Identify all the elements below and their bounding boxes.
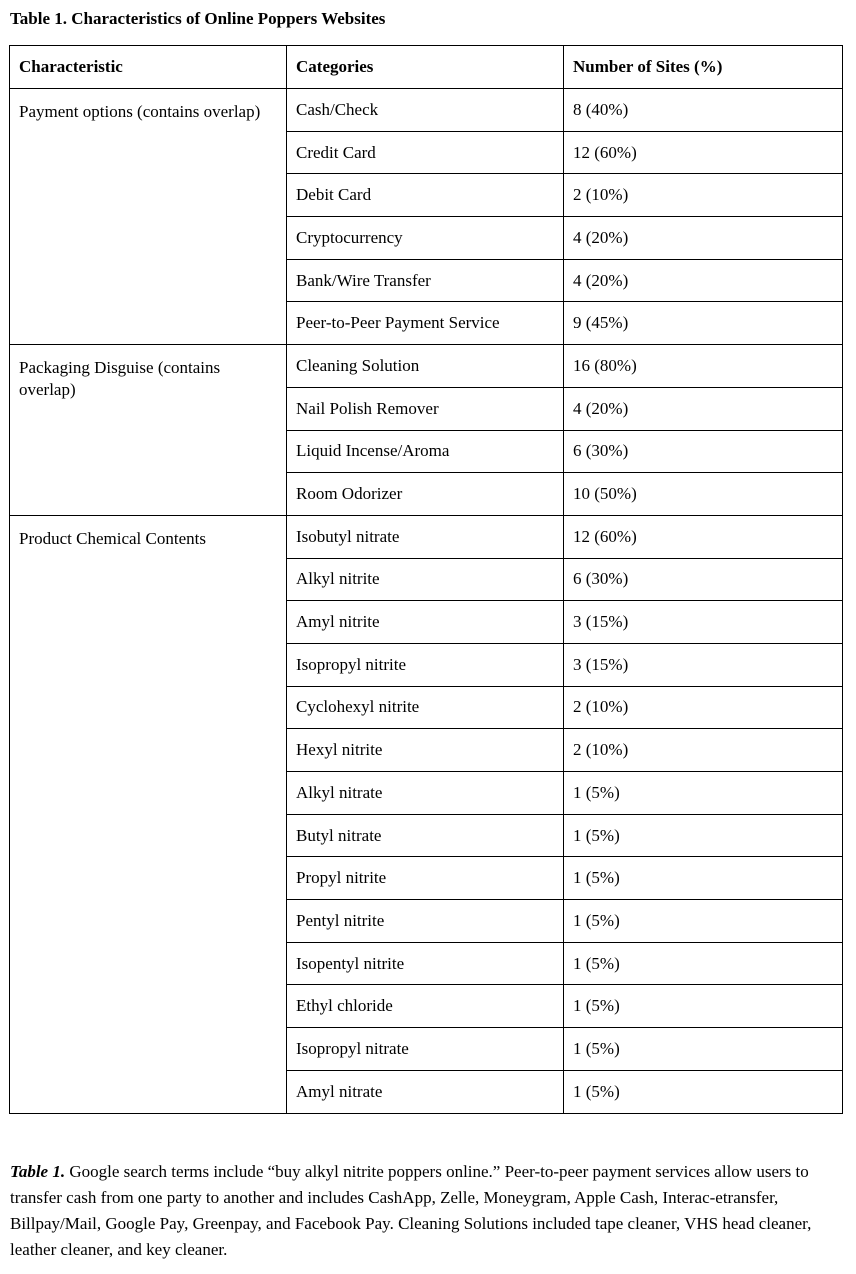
category-cell: Cleaning Solution	[287, 345, 564, 388]
sites-count-cell: 4 (20%)	[564, 387, 843, 430]
characteristic-cell: Packaging Disguise (contains overlap)	[10, 345, 287, 516]
sites-count-cell: 12 (60%)	[564, 131, 843, 174]
category-cell: Nail Polish Remover	[287, 387, 564, 430]
sites-count-cell: 9 (45%)	[564, 302, 843, 345]
sites-count-cell: 3 (15%)	[564, 643, 843, 686]
sites-count-cell: 2 (10%)	[564, 686, 843, 729]
header-characteristic: Characteristic	[10, 46, 287, 89]
header-number-of-sites: Number of Sites (%)	[564, 46, 843, 89]
category-cell: Isopropyl nitrite	[287, 643, 564, 686]
table-caption	[10, 1159, 846, 1263]
sites-count-cell: 16 (80%)	[564, 345, 843, 388]
category-cell: Debit Card	[287, 174, 564, 217]
sites-count-cell: 1 (5%)	[564, 857, 843, 900]
table-row	[10, 345, 843, 388]
sites-count-cell: 4 (20%)	[564, 217, 843, 260]
category-cell: Cash/Check	[287, 89, 564, 132]
category-cell: Cryptocurrency	[287, 217, 564, 260]
table-body	[10, 89, 843, 1114]
category-cell: Alkyl nitrate	[287, 772, 564, 815]
table-row	[10, 515, 843, 558]
category-cell: Cyclohexyl nitrite	[287, 686, 564, 729]
sites-count-cell: 6 (30%)	[564, 558, 843, 601]
category-cell: Hexyl nitrite	[287, 729, 564, 772]
sites-count-cell: 8 (40%)	[564, 89, 843, 132]
category-cell: Liquid Incense/Aroma	[287, 430, 564, 473]
sites-count-cell: 1 (5%)	[564, 900, 843, 943]
sites-count-cell: 3 (15%)	[564, 601, 843, 644]
caption-label: Table 1.	[10, 1162, 66, 1181]
sites-count-cell: 1 (5%)	[564, 772, 843, 815]
sites-count-cell: 1 (5%)	[564, 942, 843, 985]
table-title: Table 1. Characteristics of Online Poppers Websites	[10, 9, 386, 28]
sites-count-cell: 4 (20%)	[564, 259, 843, 302]
category-cell: Isopropyl nitrate	[287, 1028, 564, 1071]
sites-count-cell: 1 (5%)	[564, 814, 843, 857]
category-cell: Room Odorizer	[287, 473, 564, 516]
category-cell: Amyl nitrate	[287, 1070, 564, 1113]
category-cell: Isopentyl nitrite	[287, 942, 564, 985]
characteristic-cell: Payment options (contains overlap)	[10, 89, 287, 345]
sites-count-cell: 2 (10%)	[564, 174, 843, 217]
sites-count-cell: 1 (5%)	[564, 1070, 843, 1113]
sites-count-cell: 1 (5%)	[564, 1028, 843, 1071]
table-header-row	[10, 46, 843, 89]
category-cell: Ethyl chloride	[287, 985, 564, 1028]
sites-count-cell: 10 (50%)	[564, 473, 843, 516]
category-cell: Credit Card	[287, 131, 564, 174]
category-cell: Amyl nitrite	[287, 601, 564, 644]
characteristics-table	[9, 45, 843, 1114]
sites-count-cell: 12 (60%)	[564, 515, 843, 558]
caption-text: Google search terms include “buy alkyl nitrite poppers online.” Peer-to-peer payment services allow users to transfer cash from one party to another and includes CashApp, Zelle, Moneygram, Apple Cash, Interac-etransfer, Billpay/Mail, Google Pay, Greenpay, and Facebook Pay. Cleaning Solutions included tape cleaner, VHS head cleaner, leather cleaner, and key cleaner.	[10, 1162, 812, 1259]
category-cell: Propyl nitrite	[287, 857, 564, 900]
sites-count-cell: 6 (30%)	[564, 430, 843, 473]
category-cell: Butyl nitrate	[287, 814, 564, 857]
category-cell: Bank/Wire Transfer	[287, 259, 564, 302]
characteristic-cell: Product Chemical Contents	[10, 515, 287, 1113]
category-cell: Alkyl nitrite	[287, 558, 564, 601]
sites-count-cell: 1 (5%)	[564, 985, 843, 1028]
category-cell: Peer-to-Peer Payment Service	[287, 302, 564, 345]
category-cell: Isobutyl nitrate	[287, 515, 564, 558]
table-row	[10, 89, 843, 132]
category-cell: Pentyl nitrite	[287, 900, 564, 943]
sites-count-cell: 2 (10%)	[564, 729, 843, 772]
header-categories: Categories	[287, 46, 564, 89]
